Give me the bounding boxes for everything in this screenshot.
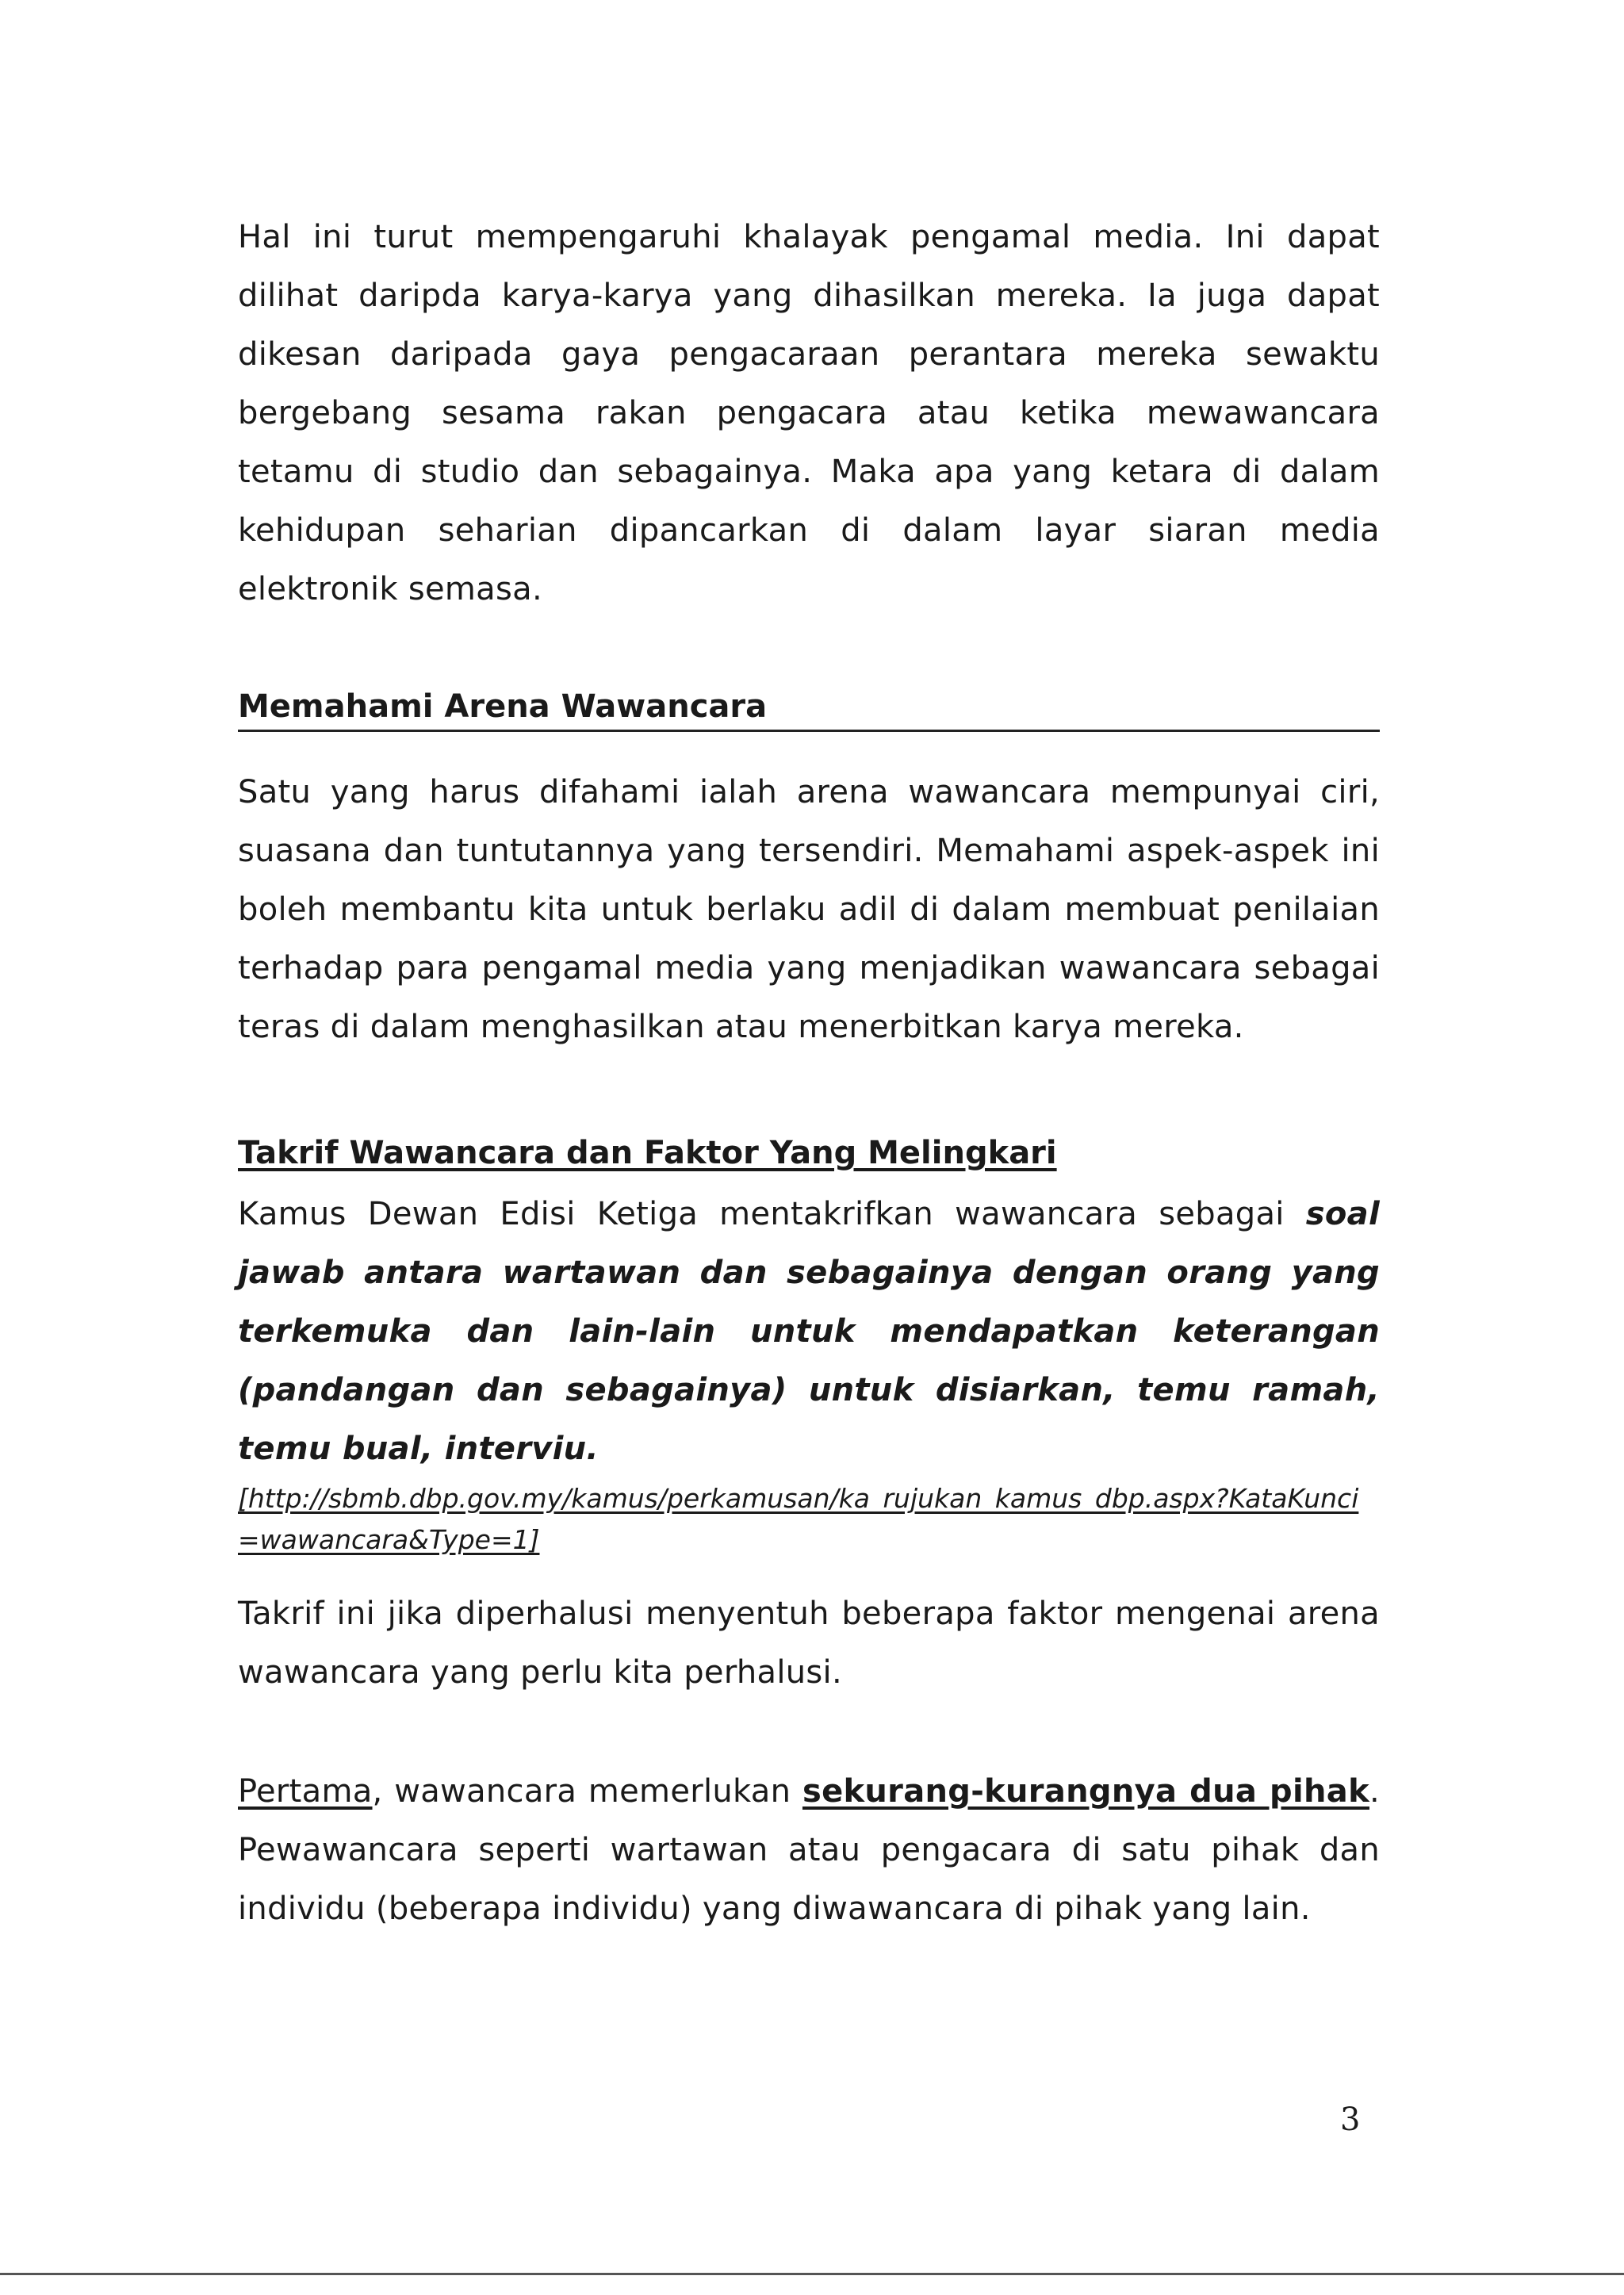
section-heading-definition <box>238 1132 1380 1174</box>
paragraph-media-influence <box>238 208 1380 619</box>
section-heading <box>238 1132 1380 1174</box>
definition-intro: Kamus Dewan Edisi Ketiga mentakrifkan wawancara sebagai <box>238 1196 1306 1232</box>
paragraph-definition <box>238 1185 1380 1561</box>
paragraph-middle: , wawancara memerlukan <box>372 1773 802 1810</box>
bottom-divider <box>0 2273 1624 2275</box>
enumeration-lead: Pertama <box>238 1773 373 1810</box>
paragraph-text: Hal ini turut mempengaruhi khalayak pengamal media. Ini dapat dilihat daripda karya-karya yang dihasilkan mereka. Ia juga dapat dikesan daripada gaya pengacaraan perantara mereka sewaktu bergebang sesama rakan pengacara atau ketika mewawancara tetamu di studio dan sebagainya. Maka apa yang ketara di dalam kehidupan seharian dipancarkan di dalam layar siaran media elektronik semasa. <box>238 219 1380 607</box>
section-heading: Memahami Arena Wawancara <box>238 685 1380 732</box>
paragraph-end: . Pewawancara seperti wartawan atau pengacara di satu pihak dan individu (beberapa individu) yang diwawancara di pihak yang lain. <box>238 1773 1380 1927</box>
paragraph-text <box>238 1185 1380 1478</box>
emphasis-text: sekurang-kurangnya dua pihak <box>802 1773 1369 1810</box>
paragraph-first-factor <box>238 1762 1380 1938</box>
definition-quote: soal jawab antara wartawan dan sebagainya dengan orang yang terkemuka dan lain-lain untuk mendapatkan keterangan (pandangan dan sebagainya) untuk disiarkan, temu ramah, temu bual, interviu. <box>238 1196 1380 1467</box>
paragraph-arena <box>238 763 1380 1056</box>
paragraph-text <box>238 1762 1380 1938</box>
section-heading-text: Takrif Wawancara dan Faktor Yang Melingkari <box>238 1135 1057 1171</box>
section-heading-arena <box>238 685 1380 732</box>
paragraph-text: Takrif ini jika diperhalusi menyentuh beberapa faktor mengenai arena wawancara yang perlu kita perhalusi. <box>238 1596 1380 1691</box>
paragraph-factors <box>238 1584 1380 1702</box>
page-number: 3 <box>1340 2102 1361 2138</box>
reference-link[interactable]: [http://sbmb.dbp.gov.my/kamus/perkamusan/ka_rujukan_kamus_dbp.aspx?KataKunci=wawancara&Type=1] <box>238 1483 1359 1555</box>
paragraph-text: Satu yang harus difahami ialah arena wawancara mempunyai ciri, suasana dan tuntutannya yang tersendiri. Memahami aspek-aspek ini boleh membantu kita untuk berlaku adil di dalam membuat penilaian terhadap para pengamal media yang menjadikan wawancara sebagai teras di dalam menghasilkan atau menerbitkan karya mereka. <box>238 774 1380 1045</box>
